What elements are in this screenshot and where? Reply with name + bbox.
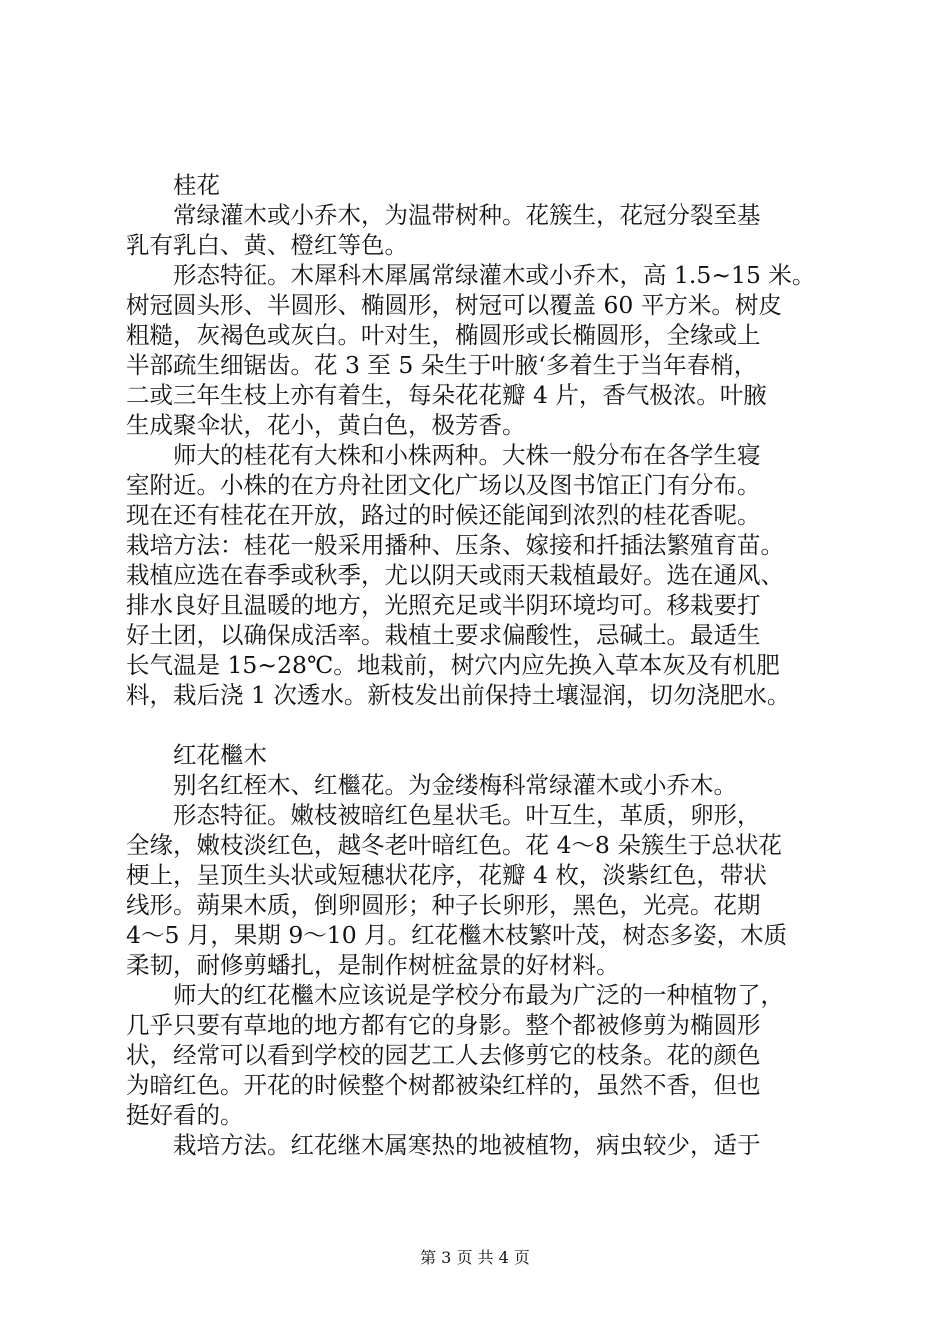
text-line: 几乎只要有草地的地方都有它的身影。整个都被修剪为椭圆形 (126, 1011, 761, 1039)
text-line: 栽培方法。红花继木属寒热的地被植物，病虫较少，适于 (126, 1131, 761, 1159)
text-line: 全缘，嫩枝淡红色，越冬老叶暗红色。花 4～8 朵簇生于总状花 (126, 831, 782, 859)
text-line: 线形。蒴果木质，倒卵圆形；种子长卵形，黑色，光亮。花期 (126, 891, 761, 919)
text-line: 红花檵木 (126, 741, 267, 769)
text-line: 栽培方法：桂花一般采用播种、压条、嫁接和扦插法繁殖育苗。 (126, 531, 784, 559)
text-line: 桂花 (126, 171, 220, 199)
blank-line (126, 710, 836, 740)
text-line: 常绿灌木或小乔木，为温带树种。花簇生，花冠分裂至基 (126, 201, 761, 229)
text-line: 师大的红花檵木应该说是学校分布最为广泛的一种植物了， (126, 981, 784, 1009)
text-line: 为暗红色。开花的时候整个树都被染红样的，虽然不香，但也 (126, 1071, 761, 1099)
text-line: 长气温是 15~28℃。地栽前，树穴内应先换入草本灰及有机肥 (126, 651, 780, 679)
text-line: 好土团，以确保成活率。栽植土要求偏酸性，忌碱土。最适生 (126, 621, 761, 649)
text-line: 梗上，呈顶生头状或短穗状花序，花瓣 4 枚，淡紫红色，带状 (126, 861, 767, 889)
text-line: 现在还有桂花在开放，路过的时候还能闻到浓烈的桂花香呢。 (126, 501, 761, 529)
text-line: 4～5 月，果期 9～10 月。红花檵木枝繁叶茂，树态多姿，木质 (126, 921, 788, 949)
text-line: 二或三年生枝上亦有着生，每朵花花瓣 4 片，香气极浓。叶腋 (126, 381, 767, 409)
page-footer: 第 3 页 共 4 页 (420, 1248, 530, 1267)
text-line: 栽植应选在春季或秋季，尤以阴天或雨天栽植最好。选在通风、 (126, 561, 784, 589)
text-line: 粗糙，灰褐色或灰白。叶对生，椭圆形或长椭圆形，全缘或上 (126, 321, 761, 349)
text-line: 乳有乳白、黄、橙红等色。 (126, 231, 408, 259)
text-line: 料，栽后浇 1 次透水。新枝发出前保持土壤湿润，切勿浇肥水。 (126, 681, 791, 709)
text-line: 形态特征。木犀科木犀属常绿灌木或小乔木，高 1.5~15 米。 (126, 261, 816, 289)
text-line: 柔韧，耐修剪蟠扎，是制作树桩盆景的好材料。 (126, 951, 620, 979)
document-body (126, 170, 836, 1160)
text-line: 形态特征。嫩枝被暗红色星状毛。叶互生，革质，卵形， (126, 801, 761, 829)
text-line: 挺好看的。 (126, 1101, 244, 1129)
text-line: 树冠圆头形、半圆形、椭圆形，树冠可以覆盖 60 平方米。树皮 (126, 291, 782, 319)
text-line: 室附近。小株的在方舟社团文化广场以及图书馆正门有分布。 (126, 471, 761, 499)
text-line: 别名红桎木、红檵花。为金缕梅科常绿灌木或小乔木。 (126, 771, 737, 799)
text-line: 状，经常可以看到学校的园艺工人去修剪它的枝条。花的颜色 (126, 1041, 761, 1069)
text-line: 师大的桂花有大株和小株两种。大株一般分布在各学生寝 (126, 441, 761, 469)
text-line: 半部疏生细锯齿。花 3 至 5 朵生于叶腋‘多着生于当年春梢， (126, 351, 758, 379)
text-line: 生成聚伞状，花小，黄白色，极芳香。 (126, 411, 526, 439)
text-line: 排水良好且温暖的地方，光照充足或半阴环境均可。移栽要打 (126, 591, 761, 619)
